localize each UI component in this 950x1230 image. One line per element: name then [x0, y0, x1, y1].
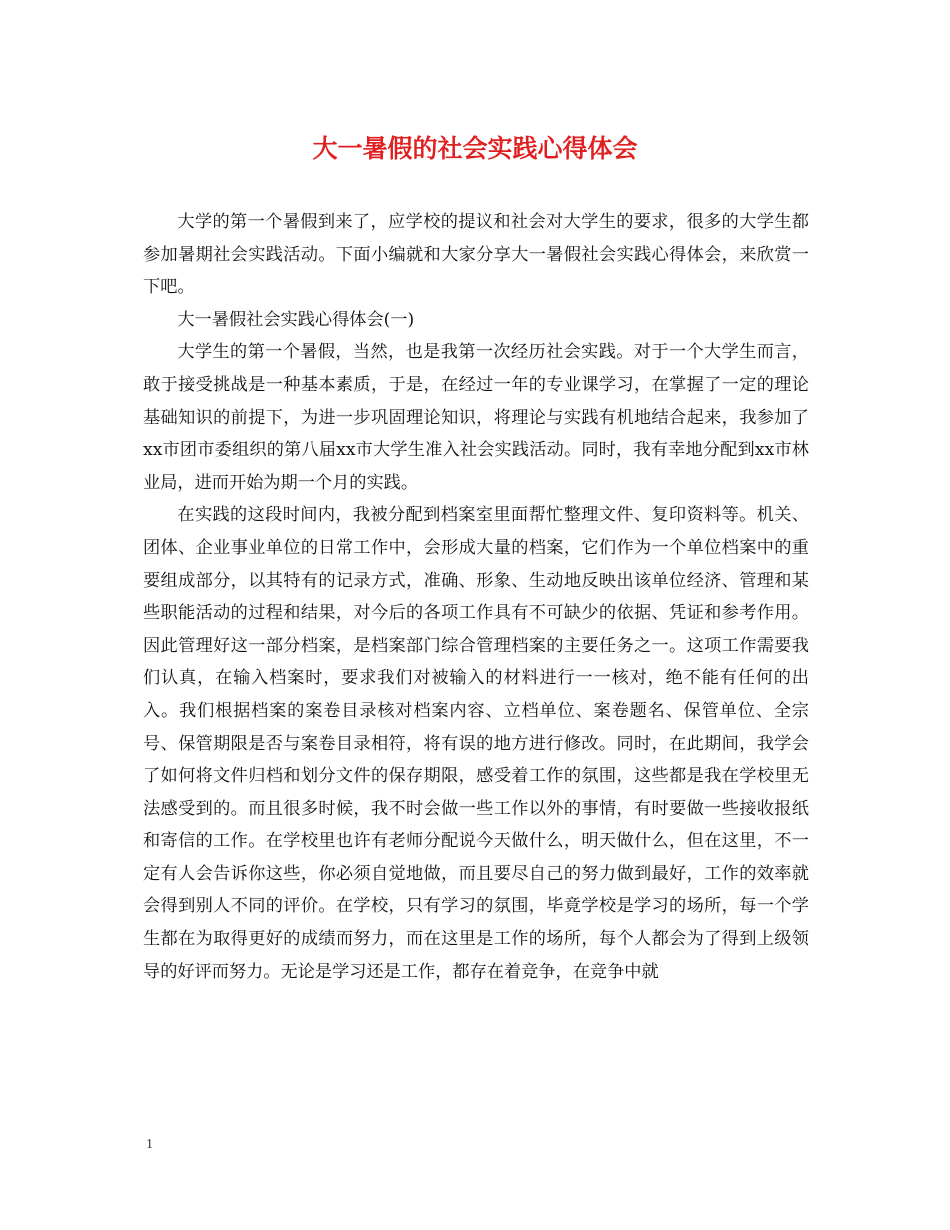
page-number: 1: [146, 1137, 153, 1152]
document-body: [143, 206, 809, 988]
document-title: 大一暑假的社会实践心得体会: [312, 134, 638, 163]
intro-paragraph: 大学的第一个暑假到来了，应学校的提议和社会对大学生的要求，很多的大学生都参加暑期社会实践活动。下面小编就和大家分享大一暑假社会实践心得体会，来欣赏一下吧。: [143, 212, 809, 298]
body-paragraph: 大学生的第一个暑假，当然，也是我第一次经历社会实践。对于一个大学生而言，敢于接受挑战是一种基本素质，于是，在经过一年的专业课学习，在掌握了一定的理论基础知识的前提下，为进一步巩固理论知识，将理论与实践有机地结合起来，我参加了xx市团市委组织的第八届xx市大学生准入社会实践活动。同时，我有幸地分配到xx市林业局，进而开始为期一个月的实践。: [143, 342, 809, 493]
section-heading: 大一暑假社会实践心得体会(一): [177, 309, 415, 330]
body-paragraph: 在实践的这段时间内，我被分配到档案室里面帮忙整理文件、复印资料等。机关、团体、企业事业单位的日常工作中，会形成大量的档案，它们作为一个单位档案中的重要组成部分，以其特有的记录方式，准确、形象、生动地反映出该单位经济、管理和某些职能活动的过程和结果，对今后的各项工作具有不可缺少的依据、凭证和参考作用。因此管理好这一部分档案，是档案部门综合管理档案的主要任务之一。这项工作需要我们认真，在输入档案时，要求我们对被输入的材料进行一一核对，绝不能有任何的出入。我们根据档案的案卷目录核对档案内容、立档单位、案卷题名、保管单位、全宗号、保管期限是否与案卷目录相符，将有误的地方进行修改。同时，在此期间，我学会了如何将文件归档和划分文件的保存期限，感受着工作的氛围，这些都是我在学校里无法感受到的。而且很多时候，我不时会做一些工作以外的事情，有时要做一些接收报纸和寄信的工作。在学校里也许有老师分配说今天做什么，明天做什么，但在这里，不一定有人会告诉你这些，你必须自觉地做，而且要尽自己的努力做到最好，工作的效率就会得到别人不同的评价。在学校，只有学习的氛围，毕竟学校是学习的场所，每一个学生都在为取得更好的成绩而努力，而在这里是工作的场所，每个人都会为了得到上级领导的好评而努力。无论是学习还是工作，都存在着竞争，在竞争中就: [143, 505, 809, 982]
